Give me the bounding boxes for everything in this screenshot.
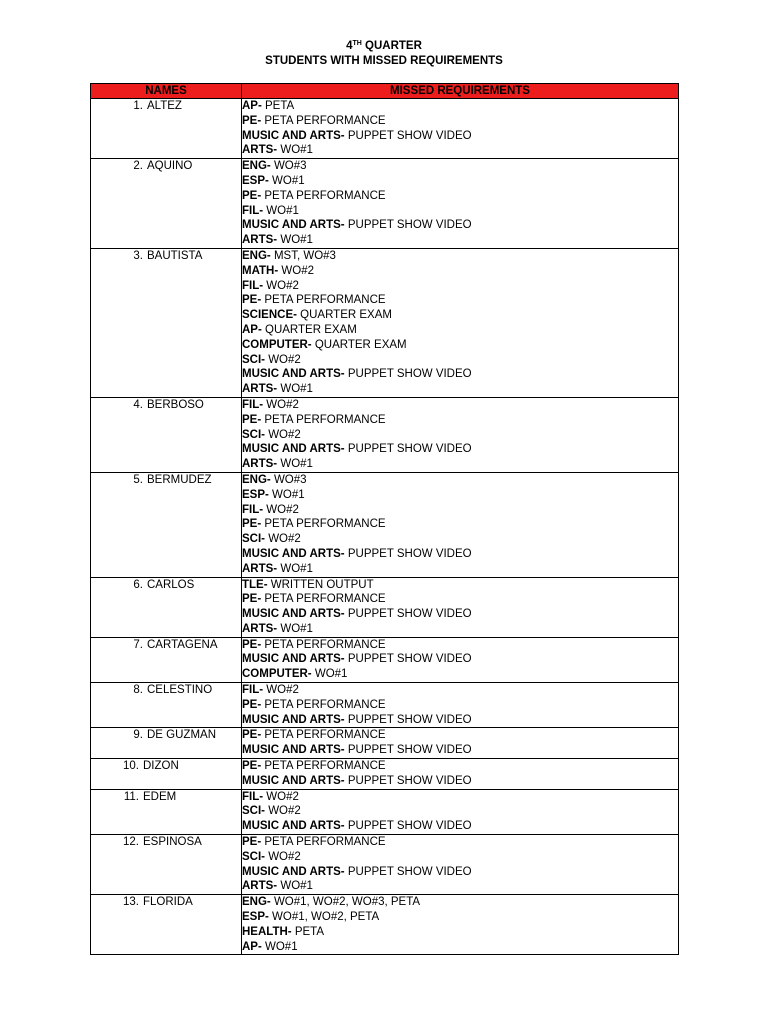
requirement-item: PUPPET SHOW VIDEO [344, 219, 472, 232]
requirement-line [242, 910, 678, 925]
missed-requirements-cell [242, 759, 679, 790]
requirement-line [242, 562, 678, 577]
missed-requirements-cell [242, 789, 679, 834]
row-number: 1. [133, 100, 143, 112]
student-name: FLORIDA [143, 896, 193, 909]
requirement-item: PUPPET SHOW VIDEO [344, 653, 472, 666]
student-name: ALTEZ [147, 100, 182, 112]
subject-label: AP- [242, 100, 262, 112]
requirement-line [242, 925, 678, 940]
requirement-line [242, 114, 678, 129]
subject-label: ESP- [242, 174, 269, 187]
row-number: 2. [133, 160, 143, 173]
subject-label: SCI- [242, 533, 265, 546]
subject-label: MUSIC AND ARTS- [242, 368, 345, 381]
missed-requirements-cell [242, 637, 679, 682]
subject-label: COMPUTER- [242, 668, 312, 681]
requirement-item: WO#1 [261, 940, 298, 953]
requirement-item: PETA PERFORMANCE [261, 593, 386, 606]
requirement-line [242, 895, 678, 910]
subject-label: MUSIC AND ARTS- [242, 443, 345, 456]
subject-label: ARTS- [242, 622, 278, 635]
row-number: 3. [133, 249, 143, 262]
table-row [91, 728, 679, 759]
requirement-item: WO#2 [265, 850, 301, 863]
subject-label: MUSIC AND ARTS- [242, 744, 345, 757]
subject-label: SCI- [242, 805, 265, 818]
subject-label: ENG- [242, 249, 271, 262]
table-row [91, 637, 679, 682]
table-header-row [91, 84, 679, 99]
requirement-item: WO#1 [277, 234, 313, 247]
requirement-item: WO#2 [265, 353, 301, 366]
subject-label: ARTS- [242, 383, 278, 396]
student-name: BERBOSO [147, 398, 204, 411]
requirement-item: WO#1 [277, 144, 313, 157]
requirement-line [242, 457, 678, 472]
subject-label: PE- [242, 729, 262, 742]
quarter-ordinal-suffix: TH [352, 40, 362, 47]
subject-label: FIL- [242, 204, 264, 217]
requirement-item: WO#1 [263, 204, 299, 217]
student-name: BERMUDEZ [147, 473, 212, 486]
student-name: CELESTINO [147, 684, 213, 697]
subject-label: AP- [242, 940, 262, 953]
student-name: DE GUZMAN [147, 729, 216, 742]
requirement-line [242, 683, 678, 698]
student-name-cell [91, 397, 242, 472]
requirement-line [242, 189, 678, 204]
table-row [91, 577, 679, 637]
student-name-cell [91, 159, 242, 249]
subject-label: ARTS- [242, 458, 278, 471]
requirement-line [242, 652, 678, 667]
requirement-line [242, 488, 678, 503]
requirement-item: WO#1 [277, 622, 313, 635]
subject-label: FIL- [242, 790, 264, 803]
requirement-item: MST, WO#3 [270, 249, 336, 262]
subject-label: MUSIC AND ARTS- [242, 219, 345, 232]
requirement-line [242, 728, 678, 743]
requirement-item: WO#2 [263, 503, 299, 516]
table-row [91, 472, 679, 577]
requirement-line [242, 547, 678, 562]
student-name-cell [91, 248, 242, 397]
student-name-cell [91, 835, 242, 895]
subject-label: FIL- [242, 684, 264, 697]
subject-label: HEALTH- [242, 925, 292, 938]
row-number: 10. [123, 760, 139, 773]
requirement-item: WO#2 [265, 428, 301, 441]
requirement-line [242, 865, 678, 880]
requirement-line [242, 264, 678, 279]
subject-label: PE- [242, 760, 262, 773]
requirement-item: WRITTEN OUTPUT [267, 578, 374, 591]
subject-label: ENG- [242, 896, 271, 909]
requirement-line [242, 835, 678, 850]
missed-requirements-cell [242, 835, 679, 895]
requirement-line [242, 774, 678, 789]
requirement-item: PUPPET SHOW VIDEO [344, 129, 472, 142]
requirement-item: PETA PERFORMANCE [261, 760, 386, 773]
missed-requirements-cell [242, 472, 679, 577]
requirement-item: PETA PERFORMANCE [261, 413, 386, 426]
requirement-line [242, 323, 678, 338]
requirement-line [242, 382, 678, 397]
row-number: 13. [123, 896, 139, 909]
requirement-line [242, 578, 678, 593]
requirement-line [242, 790, 678, 805]
subject-label: ARTS- [242, 880, 278, 893]
student-name: CARTAGENA [147, 638, 218, 651]
student-name: CARLOS [147, 578, 195, 591]
subject-label: TLE- [242, 578, 268, 591]
requirement-line [242, 442, 678, 457]
requirement-item: PUPPET SHOW VIDEO [344, 547, 472, 560]
requirement-item: WO#3 [270, 473, 307, 486]
requirement-item: WO#1 [277, 383, 313, 396]
student-name: BAUTISTA [147, 249, 203, 262]
student-name: ESPINOSA [143, 836, 202, 849]
missed-requirements-cell [242, 683, 679, 728]
missed-requirements-cell [242, 895, 679, 955]
requirement-line [242, 159, 678, 174]
requirement-item: WO#1 [311, 668, 348, 681]
table-row [91, 759, 679, 790]
table-row [91, 248, 679, 397]
student-name-cell [91, 789, 242, 834]
subject-label: PE- [242, 593, 262, 606]
subject-label: PE- [242, 698, 262, 711]
requirement-line [242, 398, 678, 413]
requirement-item: PUPPET SHOW VIDEO [344, 820, 472, 833]
table-body [91, 99, 679, 955]
row-number: 11. [123, 790, 139, 803]
student-name: EDEM [143, 790, 177, 803]
requirement-line [242, 503, 678, 518]
requirement-item: PUPPET SHOW VIDEO [344, 865, 472, 878]
subject-label: ARTS- [242, 144, 278, 157]
document-title [0, 39, 768, 55]
subject-label: FIL- [242, 503, 264, 516]
requirement-item: PETA [261, 100, 295, 112]
requirement-item: WO#2 [263, 398, 299, 411]
requirement-line [242, 879, 678, 894]
requirement-item: WO#2 [263, 684, 299, 697]
requirement-item: WO#1 [268, 174, 305, 187]
subject-label: SCI- [242, 850, 265, 863]
requirement-item: WO#1 [277, 562, 313, 575]
requirement-item: WO#2 [263, 790, 299, 803]
requirement-item: QUARTER EXAM [296, 309, 392, 322]
student-name-cell [91, 683, 242, 728]
requirement-item: WO#3 [270, 160, 307, 173]
requirement-item: WO#2 [265, 533, 301, 546]
requirement-line [242, 819, 678, 834]
requirement-item: WO#1 [277, 458, 313, 471]
requirement-item: PETA PERFORMANCE [261, 189, 386, 202]
student-name-cell [91, 728, 242, 759]
requirement-line [242, 293, 678, 308]
missed-requirements-cell [242, 728, 679, 759]
requirement-line [242, 713, 678, 728]
requirement-item: PETA PERFORMANCE [261, 836, 386, 849]
subject-label: ARTS- [242, 562, 278, 575]
requirement-line [242, 249, 678, 264]
student-name-cell [91, 472, 242, 577]
table-row [91, 835, 679, 895]
subject-label: FIL- [242, 279, 264, 292]
requirement-item: PETA PERFORMANCE [261, 698, 386, 711]
requirement-line [242, 413, 678, 428]
requirement-item: PETA PERFORMANCE [261, 729, 386, 742]
subject-label: ENG- [242, 160, 271, 173]
requirement-item: PUPPET SHOW VIDEO [344, 368, 472, 381]
subject-label: PE- [242, 518, 262, 531]
missed-requirements-cell [242, 99, 679, 159]
missed-requirements-table [90, 83, 679, 955]
requirement-line [242, 143, 678, 158]
subject-label: SCI- [242, 428, 265, 441]
requirement-line [242, 99, 678, 114]
requirement-item: PETA PERFORMANCE [261, 294, 386, 307]
subject-label: MUSIC AND ARTS- [242, 865, 345, 878]
requirement-line [242, 532, 678, 547]
student-name-cell [91, 577, 242, 637]
requirement-line [242, 622, 678, 637]
table-row [91, 159, 679, 249]
subject-label: MUSIC AND ARTS- [242, 129, 345, 142]
missed-requirements-cell [242, 159, 679, 249]
requirement-line [242, 204, 678, 219]
subject-label: MUSIC AND ARTS- [242, 547, 345, 560]
row-number: 4. [133, 398, 143, 411]
subject-label: PE- [242, 294, 262, 307]
row-number: 7. [133, 638, 143, 651]
requirement-line [242, 759, 678, 774]
student-name: AQUINO [147, 160, 193, 173]
student-name-cell [91, 99, 242, 159]
requirement-line [242, 592, 678, 607]
requirement-item: QUARTER EXAM [261, 323, 357, 336]
requirement-item: PETA PERFORMANCE [261, 114, 386, 127]
student-name: DIZON [143, 760, 179, 773]
row-number: 12. [123, 836, 139, 849]
requirement-item: WO#1 [277, 880, 313, 893]
subject-label: ENG- [242, 473, 271, 486]
requirement-line [242, 698, 678, 713]
subject-label: ARTS- [242, 234, 278, 247]
requirement-line [242, 638, 678, 653]
table-row [91, 789, 679, 834]
missed-requirements-cell [242, 248, 679, 397]
subject-label: PE- [242, 413, 262, 426]
requirement-line [242, 308, 678, 323]
subject-label: FIL- [242, 398, 264, 411]
table-row [91, 683, 679, 728]
requirement-item: PUPPET SHOW VIDEO [344, 744, 472, 757]
subject-label: MATH- [242, 264, 279, 277]
requirement-item: WO#1 [268, 488, 305, 501]
requirement-line [242, 233, 678, 248]
requirement-line [242, 804, 678, 819]
subject-label: PE- [242, 638, 262, 651]
requirement-item: WO#1, WO#2, WO#3, PETA [270, 896, 421, 909]
student-name-cell [91, 759, 242, 790]
subject-label: MUSIC AND ARTS- [242, 653, 345, 666]
requirement-line [242, 428, 678, 443]
missed-requirements-cell [242, 397, 679, 472]
requirement-line [242, 743, 678, 758]
requirement-line [242, 940, 678, 955]
requirement-line [242, 367, 678, 382]
requirement-line [242, 850, 678, 865]
requirement-line [242, 607, 678, 622]
row-number: 6. [133, 578, 143, 591]
requirement-item: PUPPET SHOW VIDEO [344, 608, 472, 621]
requirement-item: PETA PERFORMANCE [261, 638, 386, 651]
subject-label: SCI- [242, 353, 265, 366]
requirement-line [242, 517, 678, 532]
missed-requirements-cell [242, 577, 679, 637]
requirement-item: PUPPET SHOW VIDEO [344, 443, 472, 456]
subject-label: ESP- [242, 911, 269, 924]
subject-label: MUSIC AND ARTS- [242, 713, 345, 726]
subject-label: MUSIC AND ARTS- [242, 820, 345, 833]
table-row [91, 895, 679, 955]
requirement-line [242, 129, 678, 144]
subject-label: PE- [242, 189, 262, 202]
subject-label: PE- [242, 836, 262, 849]
requirement-item: PUPPET SHOW VIDEO [344, 774, 472, 787]
requirement-line [242, 218, 678, 233]
subject-label: PE- [242, 114, 262, 127]
quarter-number: 4 [346, 40, 353, 52]
row-number: 8. [133, 684, 143, 697]
names-column-header: NAMES [91, 84, 242, 99]
requirement-item: PETA [291, 925, 325, 938]
student-name-cell [91, 895, 242, 955]
requirement-item: WO#2 [278, 264, 314, 277]
table-row [91, 397, 679, 472]
requirement-item: WO#2 [265, 805, 301, 818]
subject-label: MUSIC AND ARTS- [242, 608, 345, 621]
subject-label: ESP- [242, 488, 269, 501]
requirement-line [242, 338, 678, 353]
requirement-item: PUPPET SHOW VIDEO [344, 713, 472, 726]
document-subtitle: STUDENTS WITH MISSED REQUIREMENTS [265, 55, 503, 67]
requirement-item: QUARTER EXAM [311, 338, 407, 351]
row-number: 5. [133, 473, 143, 486]
student-name-cell [91, 637, 242, 682]
requirement-line [242, 353, 678, 368]
requirement-line [242, 279, 678, 294]
requirement-item: PETA PERFORMANCE [261, 518, 386, 531]
subject-label: COMPUTER- [242, 338, 312, 351]
requirement-line [242, 667, 678, 682]
requirement-item: WO#2 [263, 279, 299, 292]
requirement-line [242, 174, 678, 189]
table-row [91, 99, 679, 159]
row-number: 9. [133, 729, 143, 742]
subject-label: MUSIC AND ARTS- [242, 774, 345, 787]
requirement-line [242, 473, 678, 488]
missed-requirements-column-header: MISSED REQUIREMENTS [242, 84, 679, 99]
quarter-word: QUARTER [365, 40, 422, 52]
requirement-item: WO#1, WO#2, PETA [268, 911, 380, 924]
subject-label: AP- [242, 323, 262, 336]
subject-label: SCIENCE- [242, 309, 297, 322]
